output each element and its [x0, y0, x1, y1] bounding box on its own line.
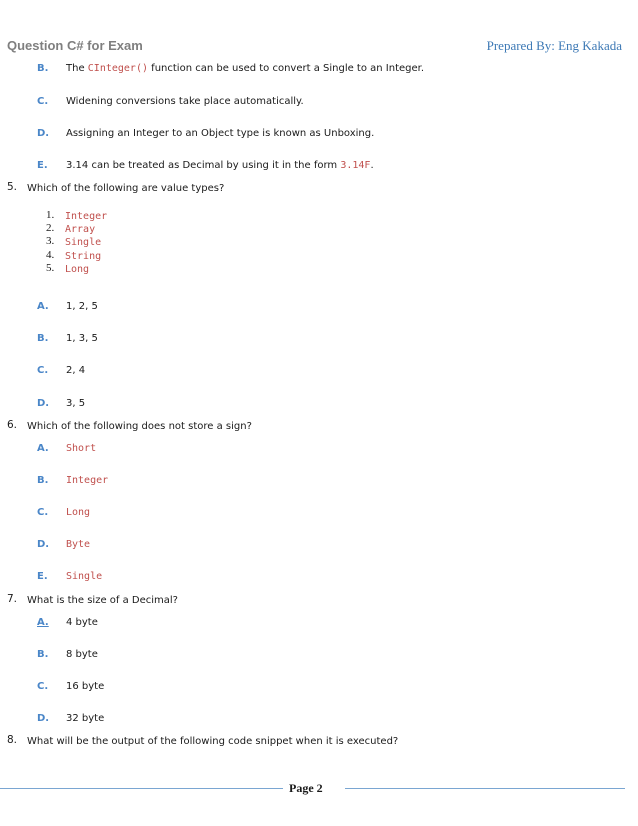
option-text: 3, 5: [66, 398, 86, 409]
option-letter: A.: [37, 617, 49, 628]
option-letter: B.: [37, 475, 49, 486]
option-letter: C.: [37, 681, 49, 692]
code-snippet: CInteger(): [87, 63, 148, 74]
option-text: 4 byte: [66, 617, 98, 628]
question-text: What will be the output of the following code snippet when it is executed?: [27, 736, 399, 747]
page-number: Page 2: [289, 781, 323, 795]
option-letter: D.: [37, 539, 50, 550]
option-text: The CInteger() function can be used to convert a Single to an Integer.: [66, 63, 425, 74]
footer-rule-left: [0, 788, 283, 789]
option-letter: D.: [37, 128, 50, 139]
question-text: What is the size of a Decimal?: [27, 595, 178, 606]
option-text: 3.14 can be treated as Decimal by using it in the form 3.14F.: [66, 160, 374, 171]
option-code: Byte: [66, 539, 91, 550]
option-letter: C.: [37, 365, 49, 376]
option-text: 8 byte: [66, 649, 98, 660]
list-item: Array: [65, 224, 96, 235]
header-author: Prepared By: Eng Kakada: [486, 38, 622, 53]
option-letter: C.: [37, 507, 49, 518]
option-text: Widening conversions take place automatically.: [66, 96, 304, 107]
option-text: Assigning an Integer to an Object type is known as Unboxing.: [66, 128, 375, 139]
option-letter: A.: [37, 301, 49, 312]
option-text: 16 byte: [66, 681, 105, 692]
option-letter: E.: [37, 160, 48, 171]
option-letter: B.: [37, 333, 49, 344]
option-code: Long: [66, 507, 91, 518]
question-number: 5.: [7, 181, 18, 193]
option-text: 32 byte: [66, 713, 105, 724]
header-title: Question C# for Exam: [7, 38, 143, 53]
question-number: 7.: [7, 593, 18, 605]
option-letter: A.: [37, 443, 49, 454]
option-code: Short: [66, 443, 97, 454]
list-number: 4.: [46, 249, 55, 261]
question-text: Which of the following does not store a sign?: [27, 421, 252, 432]
option-text: 1, 2, 5: [66, 301, 98, 312]
list-number: 3.: [46, 235, 55, 247]
footer-rule-right: [345, 788, 625, 789]
option-letter: B.: [37, 63, 49, 74]
list-item: Integer: [65, 211, 108, 222]
option-text: 2, 4: [66, 365, 86, 376]
option-letter: B.: [37, 649, 49, 660]
list-number: 5.: [46, 262, 55, 274]
list-number: 1.: [46, 209, 55, 221]
question-number: 6.: [7, 419, 18, 431]
option-code: Integer: [66, 475, 109, 486]
option-code: Single: [66, 571, 103, 582]
code-snippet: 3.14F: [340, 160, 371, 171]
option-letter: E.: [37, 571, 48, 582]
list-item: Single: [65, 237, 102, 248]
list-number: 2.: [46, 222, 55, 234]
option-letter: C.: [37, 96, 49, 107]
option-letter: D.: [37, 713, 50, 724]
list-item: String: [65, 251, 102, 262]
option-text: 1, 3, 5: [66, 333, 98, 344]
question-number: 8.: [7, 734, 18, 746]
question-text: Which of the following are value types?: [27, 183, 225, 194]
option-letter: D.: [37, 398, 50, 409]
list-item: Long: [65, 264, 90, 275]
